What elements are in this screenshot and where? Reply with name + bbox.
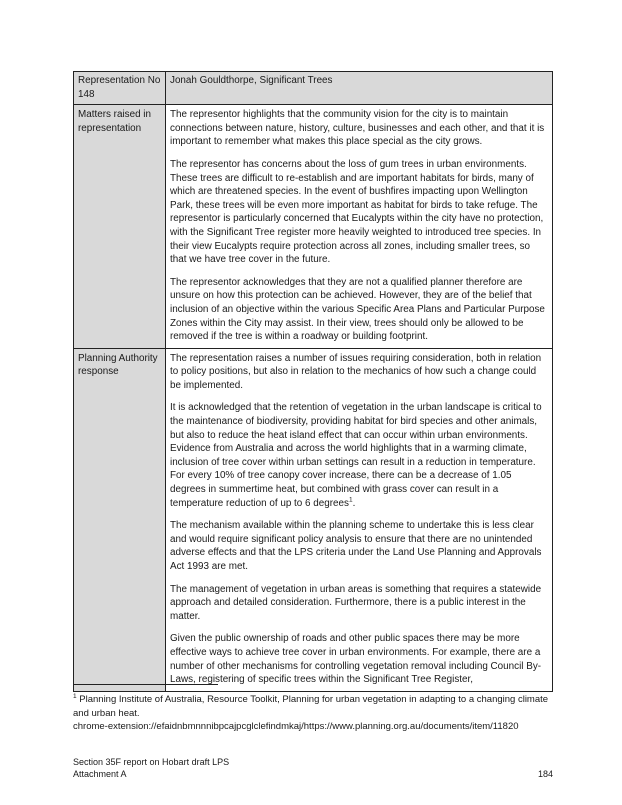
- matters-paragraph: The representor has concerns about the loss of gum trees in urban environments. These trees are difficult to re-establish and are important habitats for birds, many of which are threatened species. In the event of bushfires impacting upon Wellington Park, these trees will be even more important as habitat for birds to take refuge. The representor is particularly concerned that Eucalypts within the city have no protection, with the Significant Tree register more heavily weighted to introduced tree species. In their view Eucalypts require protection across all zones, including smaller trees, so that we have tree cover in the future.: [170, 158, 544, 266]
- response-label: Planning Authority response: [74, 348, 166, 691]
- page-number: 184: [537, 769, 553, 779]
- matters-paragraph: The representor acknowledges that they are not a qualified planner therefore are unsure on how this protection can be achieved. However, they are of the belief that inclusion of an objective within the various Specific Area Plans and Particular Purpose Zones within the City may assist. In their view, trees should only be allowed to be removed if the tree is within a roadway or building footprint.: [170, 276, 545, 343]
- response-paragraph: The representation raises a number of issues requiring consideration, both in relation to policy positions, but also in relation to the mechanics of how such a change could be implemented.: [170, 352, 542, 391]
- matters-label: Matters raised in representation: [74, 105, 166, 349]
- matters-paragraph: The representor highlights that the community vision for the city is to maintain connections between nature, history, culture, businesses and each other, and that it is important to remember what makes this place special as the city grows.: [170, 109, 545, 148]
- footnote-number: 1: [73, 692, 77, 700]
- footnote-divider: [73, 684, 218, 685]
- footnote-text: Planning Institute of Australia, Resource Toolkit, Planning for urban vegetation in adapting to a changing climate and urban heat.: [73, 694, 549, 719]
- footer-report-title: Section 35F report on Hobart draft LPS: [73, 757, 230, 767]
- representation-table: [73, 71, 553, 692]
- response-paragraph: The management of vegetation in urban areas is something that requires a statewide approach and detailed consideration. Furthermore, there is a public interest in the matter.: [170, 583, 542, 622]
- footnote-text-line: [73, 693, 553, 720]
- response-paragraph-text: It is acknowledged that the retention of vegetation in the urban landscape is critical to the maintenance of biodiversity, providing habitat for bird species and other animals, but also to reduce the heat island effect that can occur within urban environments. Evidence from Australia and across the world highlights that in a warming climate, inclusion of tree cover within urban settings can result in a reduction in temperature. For every 10% of tree canopy cover increase, there can be a decrease of 1.05 degrees in summertime heat, but combined with grass cover can result in a temperature reduction of up to 6 degrees: [170, 402, 542, 509]
- matters-row: [74, 105, 553, 349]
- representation-number-label: Representation No 148: [74, 72, 166, 105]
- matters-content: [166, 105, 553, 349]
- footnote-url[interactable]: chrome-extension://efaidnbmnnnibpcajpcglclefindmkaj/https://www.planning.org.au/documents/item/11820: [73, 721, 519, 732]
- footnote: [73, 693, 553, 734]
- representor-name: Jonah Gouldthorpe, Significant Trees: [166, 72, 553, 105]
- footer-attachment: Attachment A: [73, 769, 127, 779]
- response-paragraph: Given the public ownership of roads and other public spaces there may be more effective ways to achieve tree cover in urban environments. For example, there are a number of other mechanisms for controlling vegetation removal including Council By-Laws, registering of specific trees within the Significant Tree Register,: [170, 633, 542, 686]
- response-paragraph: [170, 401, 548, 510]
- response-paragraph: The mechanism available within the planning scheme to undertake this is less clear and would require significant policy analysis to ensure that there are no unintended adverse effects and that the LPS criteria under the Land Use Planning and Approvals Act 1993 are met.: [170, 520, 542, 572]
- response-row: [74, 348, 553, 691]
- response-content: [166, 348, 553, 691]
- sentence-end: .: [352, 497, 356, 509]
- table-header-row: [74, 72, 553, 105]
- footnote-reference[interactable]: 1: [348, 496, 353, 504]
- page-footer: [73, 756, 553, 780]
